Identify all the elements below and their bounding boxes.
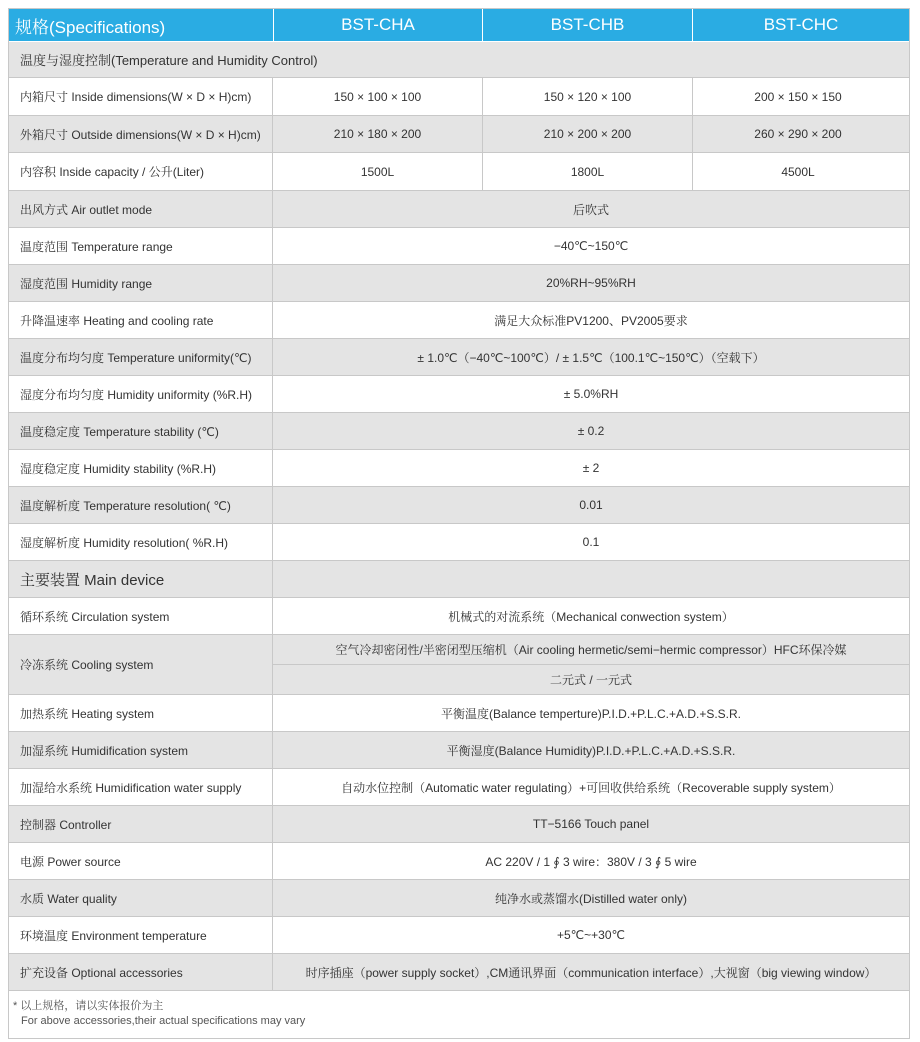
header-spec-label: 规格(Specifications) [15, 17, 166, 37]
table-header [9, 9, 909, 42]
row-label: 温度解析度 Temperature resolution( ℃) [9, 487, 273, 523]
row-label: 湿度分布均匀度 Humidity uniformity (%R.H) [9, 376, 273, 412]
cooling-values [273, 635, 909, 694]
cell-chc: 260 × 290 × 200 [754, 127, 842, 141]
row-value: 0.1 [582, 535, 600, 549]
table-row [9, 598, 909, 635]
cell-chb: 1800L [483, 153, 693, 190]
cell-chb: 150 × 120 × 100 [483, 78, 693, 115]
row-label: 外箱尺寸 Outside dimensions(W × D × H)cm) [9, 116, 273, 152]
row-value: 自动水位控制（Automatic water regulating）+可回收供给系统（Recoverable supply system） [341, 780, 841, 795]
footnote [9, 991, 909, 1038]
cell-cha: 150 × 100 × 100 [273, 78, 483, 115]
table-row-cooling [9, 635, 909, 695]
header-model-chc: BST-CHC [692, 9, 909, 41]
table-row [9, 843, 909, 880]
row-value: 平衡湿度(Balance Humidity)P.I.D.+P.L.C.+A.D.+S.S.R. [446, 743, 736, 758]
row-label: 温度分布均匀度 Temperature uniformity(℃) [9, 339, 273, 375]
table-row [9, 228, 909, 265]
table-row [9, 487, 909, 524]
row-value: 满足大众标准PV1200、PV2005要求 [494, 313, 688, 328]
row-value: +5℃~+30℃ [557, 928, 625, 942]
table-row [9, 450, 909, 487]
table-row [9, 806, 909, 843]
row-label: 升降温速率 Heating and cooling rate [9, 302, 273, 338]
section-title: 温度与湿度控制(Temperature and Humidity Control) [20, 53, 318, 68]
table-row [9, 376, 909, 413]
cooling-type: 二元式 / 一元式 [549, 673, 632, 687]
table-row [9, 153, 909, 191]
row-value: 机械式的对流系统（Mechanical conwection system） [448, 609, 734, 624]
header-model-chb: BST-CHB [482, 9, 692, 41]
table-row [9, 880, 909, 917]
row-label: 温度范围 Temperature range [9, 228, 273, 264]
row-label: 温度稳定度 Temperature stability (℃) [9, 413, 273, 449]
cell-chc: 4500L [781, 164, 815, 179]
header-model-cha: BST-CHA [273, 9, 482, 41]
section-main-device [9, 561, 909, 598]
footnote-line-2: For above accessories,their actual specifications may vary [21, 1015, 306, 1027]
cell-cha: 210 × 180 × 200 [273, 116, 483, 152]
table-row [9, 78, 909, 116]
row-value: 0.01 [579, 498, 603, 512]
section-temp-humidity [9, 42, 909, 78]
section-title: 主要装置 Main device [9, 561, 273, 597]
row-value: ± 1.0℃（−40℃~100℃）/ ± 1.5℃（100.1℃~150℃）（空载下） [417, 350, 765, 365]
row-label: 电源 Power source [9, 843, 273, 879]
row-label: 湿度稳定度 Humidity stability (%R.H) [9, 450, 273, 486]
table-row [9, 695, 909, 732]
row-label: 出风方式 Air outlet mode [9, 191, 273, 227]
table-row [9, 413, 909, 450]
row-label: 内箱尺寸 Inside dimensions(W × D × H)cm) [9, 78, 273, 115]
row-label: 冷冻系统 Cooling system [9, 635, 273, 694]
row-value: AC 220V / 1 ∮ 3 wire：380V / 3 ∮ 5 wire [485, 854, 697, 869]
row-value: −40℃~150℃ [553, 239, 629, 253]
row-label: 控制器 Controller [9, 806, 273, 842]
row-label: 湿度范围 Humidity range [9, 265, 273, 301]
cell-cha: 1500L [273, 153, 483, 190]
row-label: 湿度解析度 Humidity resolution( %R.H) [9, 524, 273, 560]
row-value: 后吹式 [572, 202, 609, 217]
row-value: ± 0.2 [577, 424, 605, 438]
row-label: 加湿给水系统 Humidification water supply [9, 769, 273, 805]
table-row [9, 954, 909, 991]
row-value: 平衡温度(Balance temperture)P.I.D.+P.L.C.+A.D.+S.S.R. [440, 706, 741, 721]
row-label: 环境温度 Environment temperature [9, 917, 273, 953]
row-label: 水质 Water quality [9, 880, 273, 916]
row-label: 加热系统 Heating system [9, 695, 273, 731]
row-value: 纯净水或蒸馏水(Distilled water only) [494, 891, 688, 906]
table-row [9, 265, 909, 302]
row-value: 时序插座（power supply socket）,CM通讯界面（communication interface）,大视窗（big viewing window） [305, 965, 877, 980]
table-row [9, 191, 909, 228]
row-label: 内容积 Inside capacity / 公升(Liter) [9, 153, 273, 190]
spec-table [8, 8, 910, 1039]
cell-chb: 210 × 200 × 200 [483, 116, 693, 152]
cooling-compressor: 空气冷却密闭性/半密闭型压缩机（Air cooling hermetic/semi−hermic compressor）HFC环保冷媒 [273, 635, 909, 665]
row-label: 加湿系统 Humidification system [9, 732, 273, 768]
table-row [9, 917, 909, 954]
table-row [9, 524, 909, 561]
cell-chc: 200 × 150 × 150 [754, 89, 842, 104]
table-row [9, 116, 909, 153]
footnote-line-1: * 以上规格，请以实体报价为主 [13, 1000, 164, 1012]
table-row [9, 302, 909, 339]
row-label: 循环系统 Circulation system [9, 598, 273, 634]
row-value: TT−5166 Touch panel [532, 817, 650, 831]
table-row [9, 769, 909, 806]
section-blank [273, 561, 909, 597]
table-row [9, 732, 909, 769]
row-label: 扩充设备 Optional accessories [9, 954, 273, 990]
row-value: 20%RH~95%RH [546, 276, 636, 290]
table-row [9, 339, 909, 376]
row-value: ± 2 [582, 461, 600, 475]
row-value: ± 5.0%RH [563, 387, 619, 401]
